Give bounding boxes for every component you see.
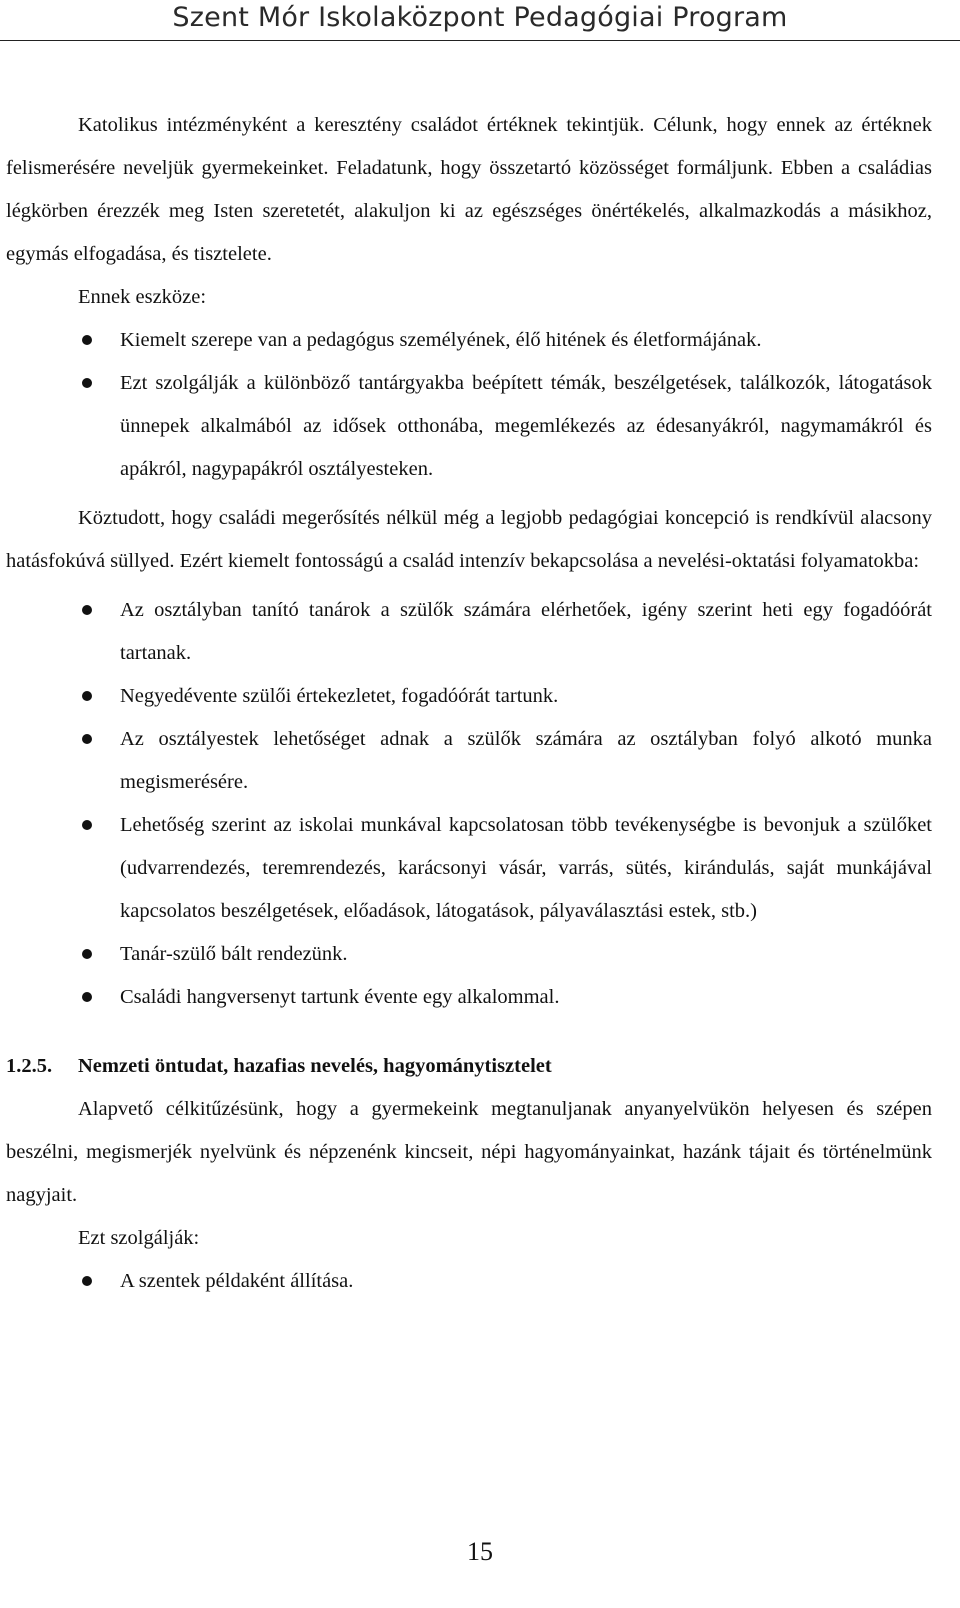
list-item xyxy=(6,804,932,933)
list-item xyxy=(6,589,932,675)
list-item-text: Az osztályban tanító tanárok a szülők számára elérhetőek, igény szerint heti egy fogadóórát tartanak. xyxy=(120,599,932,664)
page-number: 15 xyxy=(467,1537,493,1566)
bullet-icon xyxy=(82,1276,92,1286)
list-item-text: Az osztályestek lehetőséget adnak a szülők számára az osztályban folyó alkotó munka megismerésére. xyxy=(120,728,932,793)
section-title: Nemzeti öntudat, hazafias nevelés, hagyománytisztelet xyxy=(78,1055,552,1077)
paragraph-means-label: Ennek eszköze: xyxy=(78,286,207,308)
header-title: Szent Mór Iskolaközpont Pedagógiai Program xyxy=(172,2,788,33)
list-item xyxy=(6,319,932,362)
list-item xyxy=(6,718,932,804)
bullet-icon xyxy=(82,734,92,744)
list-item xyxy=(6,362,932,491)
bullet-icon xyxy=(82,949,92,959)
list-item-text: A szentek példaként állítása. xyxy=(120,1270,354,1292)
list-item-text: Tanár-szülő bált rendezünk. xyxy=(120,943,348,965)
list-item xyxy=(6,976,932,1019)
bullet-icon xyxy=(82,820,92,830)
bullet-icon xyxy=(82,378,92,388)
list-item xyxy=(6,1260,932,1303)
family-involvement-list xyxy=(6,589,932,1019)
bullet-icon xyxy=(82,691,92,701)
paragraph-intro: Katolikus intézményként a keresztény családot értéknek tekintjük. Célunk, hogy ennek az értéknek felismerésére neveljük gyermekeinket. Feladatunk, hogy összetartó közösséget formáljunk. Ebben a családias légkörben érezzék meg Isten szeretetét, alakuljon ki az egészséges önértékelés, alkalmazkodás a másikhoz, egymás elfogadása, és tisztelete. xyxy=(6,114,932,265)
header-divider xyxy=(0,40,960,41)
paragraph-serves-label: Ezt szolgálják: xyxy=(78,1227,200,1249)
list-item-text: Negyedévente szülői értekezletet, fogadóórát tartunk. xyxy=(120,685,559,707)
means-list xyxy=(6,319,932,491)
list-item-text: Családi hangversenyt tartunk évente egy alkalommal. xyxy=(120,986,560,1008)
national-list xyxy=(6,1260,932,1303)
page-header xyxy=(0,0,960,44)
paragraph-national-goals: Alapvető célkitűzésünk, hogy a gyermekeink megtanuljanak anyanyelvükön helyesen és szépen beszélni, megismerjék nyelvünk és népzenénk kincseit, népi hagyományainkat, hazánk tájait és történelmünk nagyjait. xyxy=(6,1098,932,1206)
list-item-text: Lehetőség szerint az iskolai munkával kapcsolatosan több tevékenységbe is bevonjuk a szülőket (udvarrendezés, teremrendezés, karácsonyi vásár, varrás, sütés, kirándulás, saját munkájával kapcsolatos beszélgetések, előadások, látogatások, pályaválasztási estek, stb.) xyxy=(120,814,932,922)
list-item-text: Kiemelt szerepe van a pedagógus személyének, élő hitének és életformájának. xyxy=(120,329,762,351)
bullet-icon xyxy=(82,605,92,615)
bullet-icon xyxy=(82,335,92,345)
section-heading xyxy=(6,1045,932,1088)
list-item xyxy=(6,933,932,976)
page-content xyxy=(6,104,932,1303)
list-item xyxy=(6,675,932,718)
paragraph-family-support: Köztudott, hogy családi megerősítés nélkül még a legjobb pedagógiai koncepció is rendkívül alacsony hatásfokúvá süllyed. Ezért kiemelt fontosságú a család intenzív bekapcsolása a nevelési-oktatási folyamatokba: xyxy=(6,507,932,572)
section-number: 1.2.5. xyxy=(6,1055,53,1077)
list-item-text: Ezt szolgálják a különböző tantárgyakba beépített témák, beszélgetések, találkozók, látogatások ünnepek alkalmából az idősek otthonába, megemlékezés az édesanyákról, nagymamákról és apákról, nagypapákról osztályesteken. xyxy=(120,372,932,480)
bullet-icon xyxy=(82,992,92,1002)
